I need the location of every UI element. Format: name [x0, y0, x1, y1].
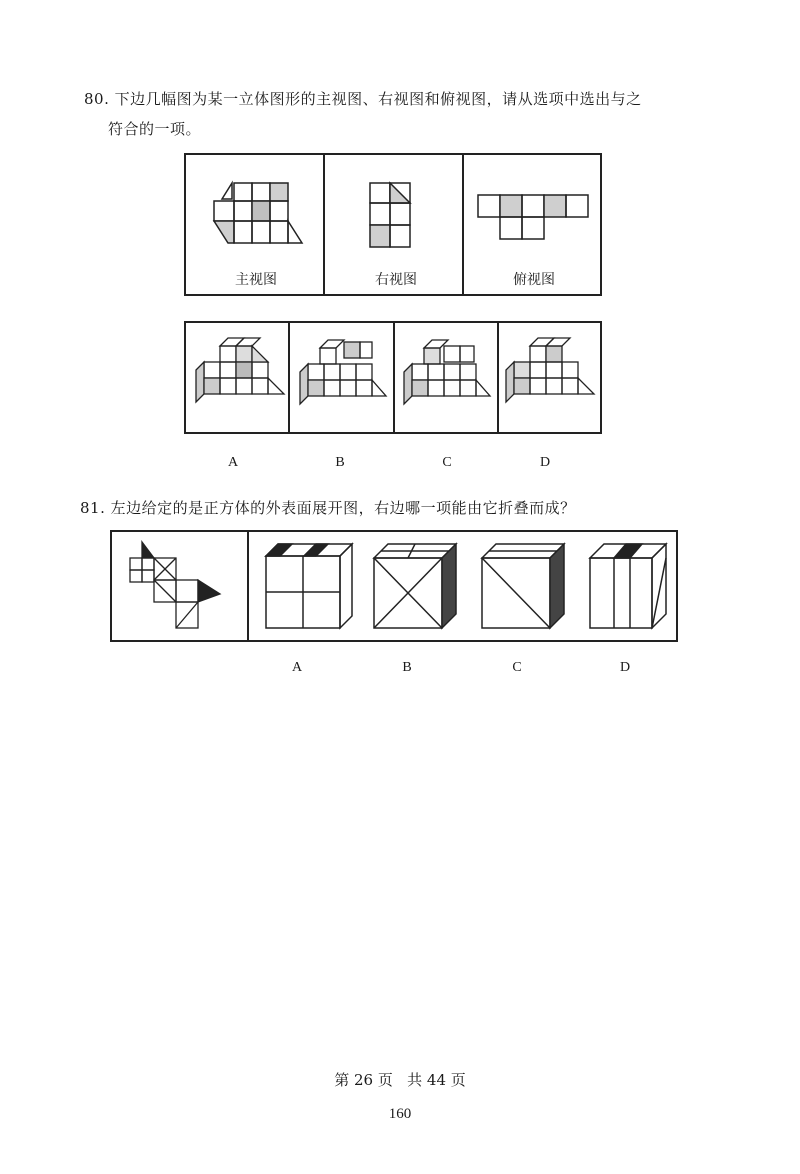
- front-view-figure: [198, 175, 318, 255]
- q80-option-c-label[interactable]: C: [442, 455, 452, 470]
- top-view-caption: 俯视图: [513, 272, 555, 288]
- q81-option-c-cube[interactable]: [478, 542, 568, 632]
- q81-option-c-label[interactable]: C: [512, 660, 522, 675]
- q80-option-c-figure[interactable]: [398, 336, 498, 416]
- front-view-caption: 主视图: [235, 272, 277, 288]
- q81-option-d-cube[interactable]: [586, 542, 676, 632]
- q80-option-a-figure[interactable]: [190, 336, 290, 416]
- q81-option-b-label[interactable]: B: [402, 660, 412, 675]
- page-info: 第 26 页 共 44 页: [334, 1071, 466, 1089]
- q81-option-d-label[interactable]: D: [619, 660, 631, 675]
- q81-option-b-cube[interactable]: [370, 542, 460, 632]
- right-view-caption: 右视图: [375, 272, 417, 288]
- q80-option-b-label[interactable]: B: [335, 455, 345, 470]
- question-81-text: 81. 左边给定的是正方体的外表面展开图，右边哪一项能由它折叠而成？: [80, 499, 576, 517]
- q80-option-b-figure[interactable]: [294, 336, 394, 416]
- q81-option-a-label[interactable]: A: [291, 660, 303, 675]
- q80-views-panel: [184, 153, 602, 296]
- question-80-text: 80. 下边几幅图为某一立体图形的主视图、右视图和俯视图，请从选项中选出与之: [84, 90, 642, 108]
- question-80-text-cont: 符合的一项。: [108, 120, 202, 138]
- q81-option-a-cube[interactable]: [262, 542, 352, 632]
- right-view-figure: [366, 183, 426, 263]
- page-number: 160: [388, 1106, 412, 1122]
- q80-option-a-label[interactable]: A: [227, 455, 239, 470]
- top-view-figure: [478, 195, 598, 255]
- q80-option-d-label[interactable]: D: [539, 455, 551, 470]
- q80-option-d-figure[interactable]: [500, 336, 600, 416]
- q81-net-figure: [124, 536, 244, 636]
